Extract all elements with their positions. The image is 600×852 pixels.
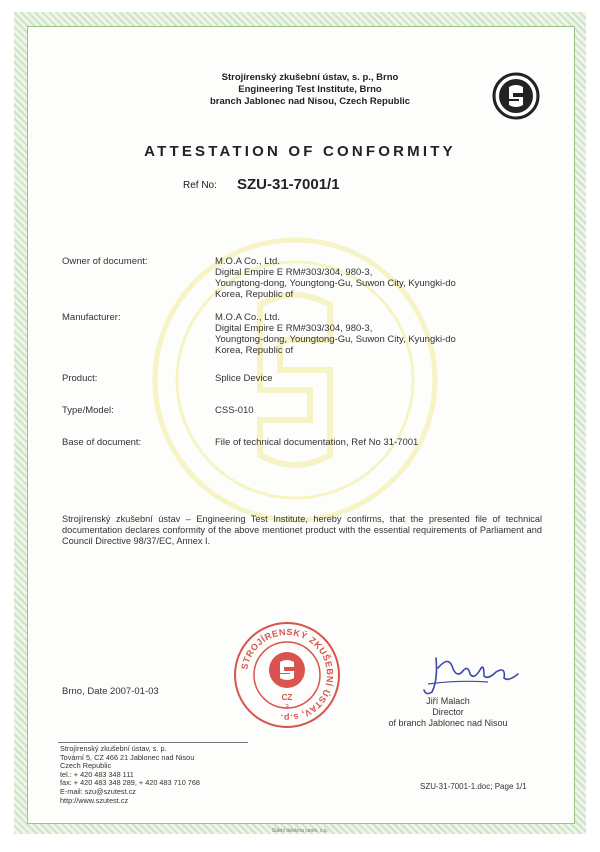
owner-label: Owner of document: <box>62 256 148 267</box>
official-stamp <box>232 620 342 730</box>
stamp-country: CZ <box>281 693 293 702</box>
type-model-value: CSS-010 <box>215 405 254 416</box>
issuer-name: Strojírenský zkušební ústav, s. p., Brno <box>221 72 399 83</box>
stamp-number: 3 <box>285 704 289 711</box>
manufacturer-label: Manufacturer: <box>62 312 121 323</box>
owner-value: M.O.A Co., Ltd. Digital Empire E RM#303/304, 980-3, Youngtong-dong, Youngtong-Gu, Suwon City, Kyungki-do Korea, Republic of <box>215 256 456 300</box>
signatory-block <box>388 696 508 729</box>
document-title: ATTESTATION OF CONFORMITY <box>144 143 456 160</box>
szu-logo-icon <box>492 72 540 120</box>
product-value: Splice Device <box>215 373 273 384</box>
base-label: Base of document: <box>62 437 142 448</box>
conformity-statement: Strojírenský zkušební ústav – Engineering Test Institute, hereby confirms, that the presented file of technical documentation declares conformity of the above mentionet product with the essential requirements of Parliament and Council Directive 98/37/EC, Annex I. <box>62 514 542 546</box>
issue-date: Brno, Date 2007-01-03 <box>62 686 159 697</box>
base-value: File of technical documentation, Ref No 31-7001 <box>215 437 419 448</box>
footer-divider <box>58 742 248 743</box>
manufacturer-value: M.O.A Co., Ltd. Digital Empire E RM#303/304, 980-3, Youngtong-dong, Youngtong-Gu, Suwon City, Kyungki-do Korea, Republic of <box>215 312 456 356</box>
footer-address: Strojírenský zkušební ústav, s. p. Tovární 5, CZ 466 21 Jablonec nad Nisou Czech Republic tel.: + 420 483 348 111 fax: + 420 483 348 289, + 420 483 710 768 E-mail: szu@szutest.cz http://www.szutest.cz <box>60 744 200 805</box>
product-label: Product: <box>62 373 98 384</box>
signatory-name: Jiří Malach <box>426 696 470 706</box>
director-signature <box>418 650 528 696</box>
stamp-ring-text: STROJÍRENSKÝ ZKUŠEBNÍ ÚSTAV, s.p. <box>239 626 336 724</box>
signatory-role: Director <box>432 707 464 717</box>
issuer-branch: branch Jablonec nad Nisou, Czech Republic <box>209 96 411 107</box>
printer-note: Státní tiskárna cenin, s.p. <box>271 828 329 834</box>
ref-number: SZU-31-7001/1 <box>237 176 340 193</box>
type-model-label: Type/Model: <box>62 405 114 416</box>
ref-label: Ref No: <box>183 180 217 191</box>
footer-doc-ref: SZU-31-7001-1.doc; Page 1/1 <box>420 782 527 791</box>
signatory-branch: of branch Jablonec nad Nisou <box>388 718 508 728</box>
issuer-name-english: Engineering Test Institute, Brno <box>238 84 382 95</box>
